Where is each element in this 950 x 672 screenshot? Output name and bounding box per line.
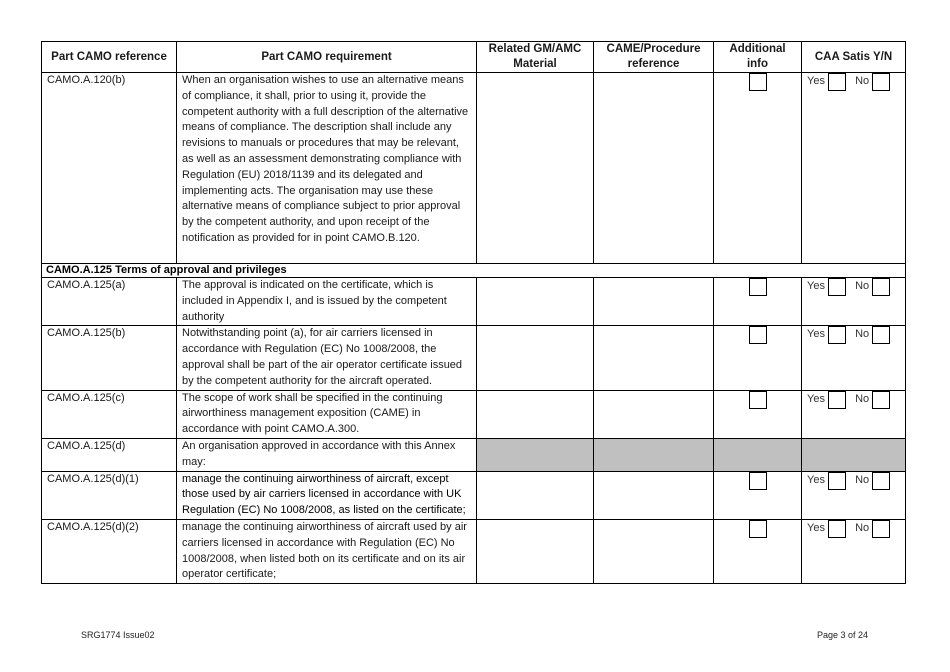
document-id: SRG1774 Issue02 <box>81 630 155 640</box>
yes-checkbox[interactable] <box>828 278 846 296</box>
satis-cell <box>802 326 906 390</box>
row-req: When an organisation wishes to use an alternative means of compliance, it shall, prior to using it, provide the competent authority with a full description of the alternative means of compliance. The description shall include any revisions to manuals or procedures that may be relevant, as well as an assessment demonstrating compliance with Regulation (EU) 2018/1139 and its delegated and implementing acts. The organisation may use these alternative means of compliance subject to prior approval by the competent authority, and upon receipt of the notification as provided for in point CAMO.B.120. <box>177 73 477 264</box>
header-info: Additional info <box>714 42 802 73</box>
came-cell[interactable] <box>594 519 714 583</box>
no-label: No <box>855 328 870 341</box>
came-cell[interactable] <box>594 390 714 438</box>
table-row <box>42 278 906 326</box>
row-ref: CAMO.A.120(b) <box>42 73 177 264</box>
row-ref: CAMO.A.125(d)(2) <box>42 519 177 583</box>
additional-info-checkbox[interactable] <box>749 472 767 490</box>
additional-info-checkbox[interactable] <box>749 73 767 91</box>
came-cell[interactable] <box>594 73 714 264</box>
satis-cell <box>802 519 906 583</box>
header-row <box>42 42 906 73</box>
table-row <box>42 73 906 264</box>
row-ref: CAMO.A.125(d)(1) <box>42 471 177 519</box>
came-cell[interactable] <box>594 471 714 519</box>
satis-cell <box>802 278 906 326</box>
header-gm: Related GM/AMC Material <box>477 42 594 73</box>
came-cell[interactable] <box>594 326 714 390</box>
header-req: Part CAMO requirement <box>177 42 477 73</box>
row-req: Notwithstanding point (a), for air carriers licensed in accordance with Regulation (EC) No 1008/2008, the approval shall be part of the air operator certificate issued by the competent authority for the aircraft operated. <box>177 326 477 390</box>
yes-checkbox[interactable] <box>828 472 846 490</box>
table-row <box>42 390 906 438</box>
came-cell-disabled <box>594 438 714 471</box>
no-checkbox[interactable] <box>872 326 890 344</box>
section-title: CAMO.A.125 Terms of approval and privileges <box>42 264 906 278</box>
header-satis: CAA Satis Y/N <box>802 42 906 73</box>
yes-label: Yes <box>807 280 825 293</box>
table-row <box>42 471 906 519</box>
gm-cell[interactable] <box>477 326 594 390</box>
gm-cell[interactable] <box>477 390 594 438</box>
yes-checkbox[interactable] <box>828 73 846 91</box>
row-ref: CAMO.A.125(b) <box>42 326 177 390</box>
row-ref: CAMO.A.125(a) <box>42 278 177 326</box>
compliance-table <box>41 41 906 584</box>
yes-checkbox[interactable] <box>828 520 846 538</box>
table-row <box>42 326 906 390</box>
header-came: CAME/Procedure reference <box>594 42 714 73</box>
satis-cell <box>802 390 906 438</box>
info-cell <box>714 73 802 264</box>
info-cell <box>714 471 802 519</box>
additional-info-checkbox[interactable] <box>749 391 767 409</box>
no-checkbox[interactable] <box>872 391 890 409</box>
info-cell <box>714 326 802 390</box>
no-label: No <box>855 75 870 88</box>
page-number: Page 3 of 24 <box>816 630 868 640</box>
satis-cell <box>802 471 906 519</box>
yes-checkbox[interactable] <box>828 391 846 409</box>
table-row <box>42 438 906 471</box>
row-ref: CAMO.A.125(c) <box>42 390 177 438</box>
header-ref: Part CAMO reference <box>42 42 177 73</box>
no-label: No <box>855 392 870 405</box>
satis-cell-disabled <box>802 438 906 471</box>
info-cell <box>714 390 802 438</box>
yes-label: Yes <box>807 473 825 486</box>
gm-cell[interactable] <box>477 519 594 583</box>
info-cell-disabled <box>714 438 802 471</box>
row-req: The scope of work shall be specified in the continuing airworthiness management exposition (CAME) in accordance with point CAMO.A.300. <box>177 390 477 438</box>
gm-cell-disabled <box>477 438 594 471</box>
no-checkbox[interactable] <box>872 73 890 91</box>
yes-label: Yes <box>807 522 825 535</box>
came-cell[interactable] <box>594 278 714 326</box>
row-ref: CAMO.A.125(d) <box>42 438 177 471</box>
yes-label: Yes <box>807 392 825 405</box>
info-cell <box>714 519 802 583</box>
gm-cell[interactable] <box>477 471 594 519</box>
info-cell <box>714 278 802 326</box>
row-req: The approval is indicated on the certificate, which is included in Appendix I, and is issued by the competent authority <box>177 278 477 326</box>
no-label: No <box>855 473 870 486</box>
additional-info-checkbox[interactable] <box>749 520 767 538</box>
yes-label: Yes <box>807 328 825 341</box>
no-label: No <box>855 522 870 535</box>
section-row <box>42 264 906 278</box>
no-checkbox[interactable] <box>872 278 890 296</box>
row-req: manage the continuing airworthiness of aircraft used by air carriers licensed in accordance with Regulation (EC) No 1008/2008, when listed both on its certificate and on its air operator certificate; <box>177 519 477 583</box>
no-checkbox[interactable] <box>872 520 890 538</box>
table-row <box>42 519 906 583</box>
gm-cell[interactable] <box>477 278 594 326</box>
additional-info-checkbox[interactable] <box>749 326 767 344</box>
row-req: manage the continuing airworthiness of aircraft, except those used by air carriers licensed in accordance with UK Regulation (EC) No 1008/2008, as listed on the certificate; <box>177 471 477 519</box>
yes-label: Yes <box>807 75 825 88</box>
additional-info-checkbox[interactable] <box>749 278 767 296</box>
row-req: An organisation approved in accordance with this Annex may: <box>177 438 477 471</box>
satis-cell <box>802 73 906 264</box>
gm-cell[interactable] <box>477 73 594 264</box>
no-checkbox[interactable] <box>872 472 890 490</box>
no-label: No <box>855 280 870 293</box>
yes-checkbox[interactable] <box>828 326 846 344</box>
